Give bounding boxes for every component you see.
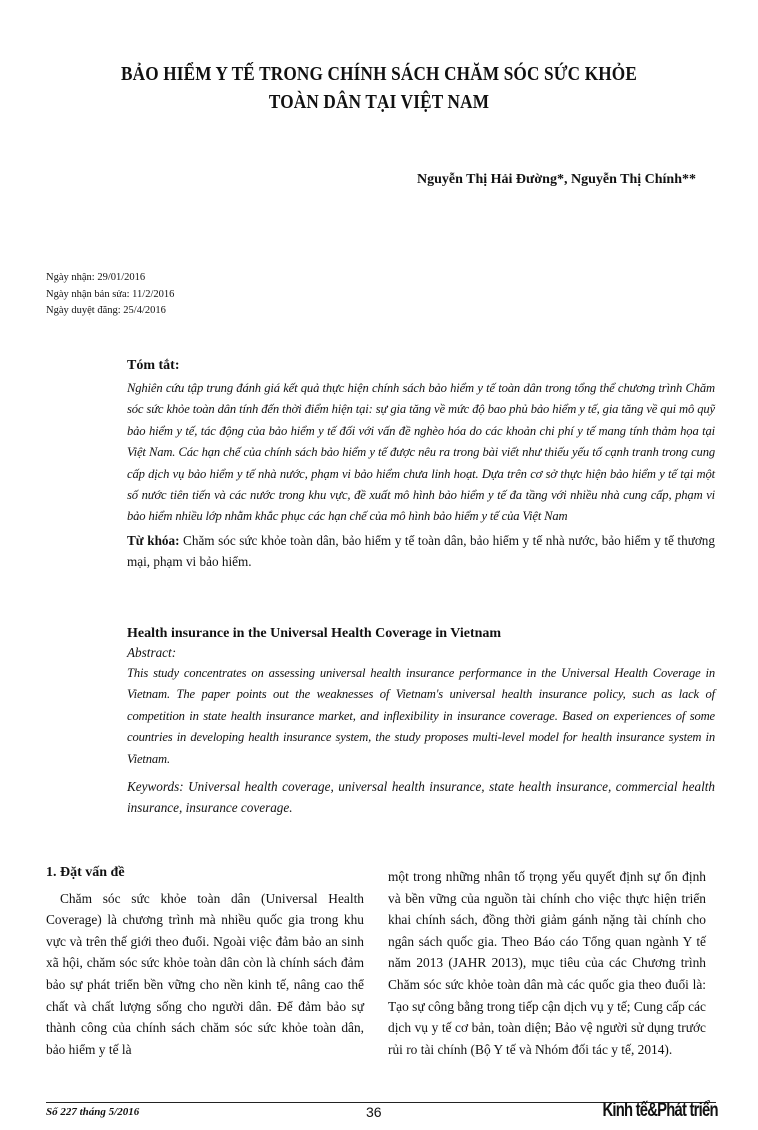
date-revised: Ngày nhận bản sửa: 11/2/2016 [46,288,175,300]
body-paragraph-left: Chăm sóc sức khỏe toàn dân (Universal Health Coverage) là chương trình mà nhiều quốc gia trong khu vực và trên thế giới theo đuổi. Ngoài việc đảm bảo an sinh xã hội, chăm sóc sức khỏe toàn dân còn là chính sách đảm bảo sự phát triển bền vững cho nền kinh tế, nâng cao thể chất và chất lượng sống cho người dân. Để đảm bảo sự thành công của chính sách chăm sóc sức khỏe toàn dân, bảo hiểm y tế là [46,890,364,1057]
body-column-right [388,866,706,1060]
section-heading: 1. Đặt vấn đề [46,865,125,880]
journal-logo: Kinh tế&Phát triển [602,1100,718,1121]
authors: Nguyễn Thị Hải Đường*, Nguyễn Thị Chính** [416,172,696,187]
abstract-english [127,626,715,819]
abstract-vietnamese [127,358,715,573]
keywords-en: Keywords: Universal health coverage, universal health insurance, state health insurance, commercial health insurance, insurance coverage. [127,779,715,816]
article-title [105,60,654,116]
abstract-vi-body: Nghiên cứu tập trung đánh giá kết quả thực hiện chính sách bảo hiểm y tế toàn dân trong tổng thể chương trình Chăm sóc sức khỏe toàn dân tính đến thời điểm hiện tại: sự gia tăng về mức độ bao phủ bảo hiểm y tế, gia tăng về qui mô quỹ bảo hiểm y tế, tác động của bảo hiểm y tế đối với vấn đề nghèo hóa do các khoản chi phí y tế mang tính thảm họa tại Việt Nam. Các hạn chế của chính sách bảo hiểm y tế được nêu ra trong bài viết như thiếu yếu tố cạnh tranh trong cung cấp dịch vụ bảo hiểm y tế nhà nước, phạm vi bảo hiểm chưa linh hoạt. Dựa trên cơ sở thực hiện bảo hiểm y tế tại một số nước tiên tiến và các nước trong khu vực, đề xuất mô hình bảo hiểm y tế đa tầng với nhiều nhà cung cấp, phạm vi bảo hiểm nhiều lớp nhằm khắc phục các hạn chế của mô hình bảo hiểm y tế của Việt Nam [127,381,715,524]
abstract-en-label: Abstract: [127,645,177,660]
title-line-1: BẢO HIỂM Y TẾ TRONG CHÍNH SÁCH CHĂM SÓC SỨC KHỎE [120,63,638,85]
keywords-vi-text: Chăm sóc sức khỏe toàn dân, bảo hiểm y tế toàn dân, bảo hiểm y tế nhà nước, bảo hiểm y tế thương mại, phạm vi bảo hiểm. [127,532,715,570]
english-title: Health insurance in the Universal Health Coverage in Vietnam [127,626,502,641]
title-line-2: TOÀN DÂN TẠI VIỆT NAM [268,91,490,113]
abstract-vi-heading: Tóm tắt: [127,358,180,373]
submission-dates [46,270,174,320]
keywords-vi-label: Từ khóa: [127,532,180,548]
body-paragraph-right: một trong những nhân tố trọng yếu quyết định sự ổn định và bền vững của nguồn tài chính cho việc thực hiện triển khai chính sách, đồng thời giảm gánh nặng tài chính cho ngân sách quốc gia. Theo Báo cáo Tổng quan ngành Y tế năm 2013 (JAHR 2013), mục tiêu của các Chương trình Chăm sóc sức khỏe toàn dân mà các quốc gia theo đuổi là: Tạo sự công bằng trong tiếp cận dịch vụ y tế; Cung cấp các dịch vụ y tế cơ bản, toàn diện; Bảo vệ người sử dụng trước rủi ro tài chính (Bộ Y tế và Nhóm đối tác y tế, 2014). [388,869,706,1057]
page-number: 36 [366,1104,382,1120]
keywords-vi [127,530,715,573]
body-column-left [46,862,364,1060]
date-approved: Ngày duyệt đăng: 25/4/2016 [46,305,166,316]
abstract-en-body: This study concentrates on assessing universal health insurance performance in the Universal Health Coverage in Vietnam. The paper points out the weaknesses of Vietnam's universal health insurance policy, such as lack of competition in state health insurance market, and inflexibility in insurance coverage. Based on experiences of some countries in developing health insurance system, the study proposes multi-level model for health insurance system in Vietnam. [127,666,715,766]
issue-info: Số 227 tháng 5/2016 [46,1106,140,1118]
date-received: Ngày nhận: 29/01/2016 [46,272,146,283]
